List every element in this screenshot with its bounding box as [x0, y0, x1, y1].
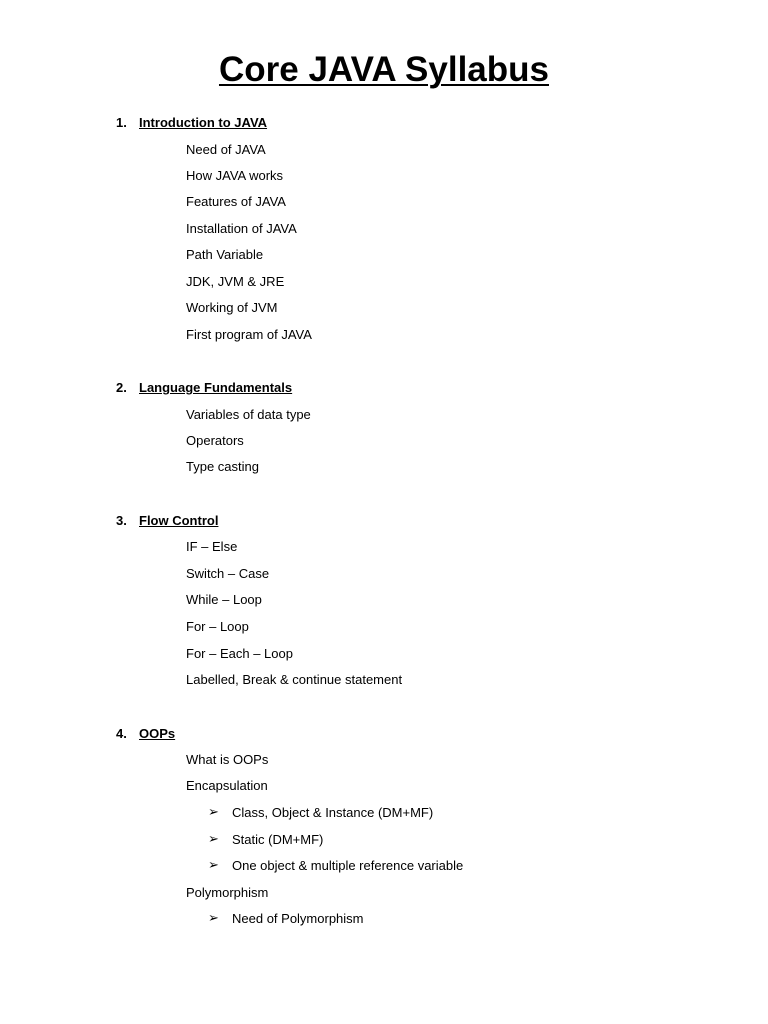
sub-list-item-text: Class, Object & Instance (DM+MF)	[232, 805, 434, 820]
section-number: 3.	[116, 513, 127, 528]
list-item: Switch – Case	[186, 566, 270, 581]
arrow-bullet-icon: ➢	[208, 858, 219, 873]
section-number: 2.	[116, 380, 127, 395]
section-heading: Introduction to JAVA	[139, 115, 268, 130]
sub-list-item-text: Static (DM+MF)	[232, 832, 324, 847]
page-title-text: Core JAVA Syllabus	[218, 50, 549, 89]
list-item: JDK, JVM & JRE	[186, 274, 285, 289]
list-item: Working of JVM	[186, 300, 278, 315]
list-item: Operators	[186, 433, 244, 448]
arrow-bullet-icon: ➢	[208, 911, 219, 926]
arrow-bullet-icon: ➢	[208, 832, 219, 847]
section-heading: Language Fundamentals	[139, 380, 293, 395]
list-item: IF – Else	[186, 539, 238, 554]
list-item: While – Loop	[186, 592, 262, 607]
list-item: What is OOPs	[186, 752, 269, 767]
section-number: 4.	[116, 726, 127, 741]
section-heading: OOPs	[139, 726, 176, 741]
list-item: How JAVA works	[186, 168, 284, 183]
list-item: Polymorphism	[186, 885, 269, 900]
section-number: 1.	[116, 115, 127, 130]
sub-list-item-text: Need of Polymorphism	[232, 911, 364, 926]
list-item: Need of JAVA	[186, 142, 266, 157]
list-item: Path Variable	[186, 247, 264, 262]
list-item: Encapsulation	[186, 778, 268, 793]
sub-list-item-text: One object & multiple reference variable	[232, 858, 464, 873]
list-item: Variables of data type	[186, 407, 311, 422]
list-item: Features of JAVA	[186, 194, 286, 209]
list-item: Type casting	[186, 459, 259, 474]
page-title	[0, 48, 768, 92]
arrow-bullet-icon: ➢	[208, 805, 219, 820]
list-item: First program of JAVA	[186, 327, 312, 342]
list-item: Installation of JAVA	[186, 221, 297, 236]
list-item: Labelled, Break & continue statement	[186, 672, 403, 687]
list-item: For – Each – Loop	[186, 646, 293, 661]
section-heading: Flow Control	[139, 513, 219, 528]
list-item: For – Loop	[186, 619, 249, 634]
